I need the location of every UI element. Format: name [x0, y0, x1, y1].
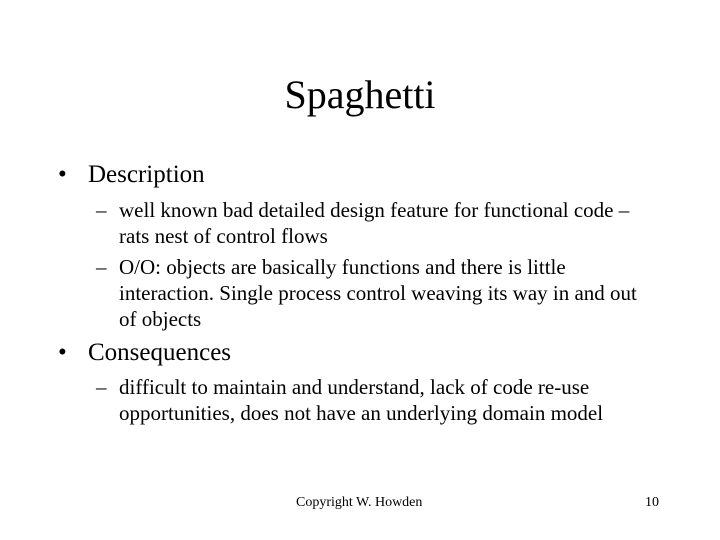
- bullet-heading: Consequences: [88, 339, 232, 366]
- bullet-description: [58, 160, 205, 190]
- sub-bullet: [96, 254, 656, 332]
- sub-bullet: [96, 374, 656, 426]
- bullet-heading: Description: [88, 161, 205, 188]
- slide-title: Spaghetti: [284, 72, 436, 117]
- sub-bullet-text: difficult to maintain and understand, lack of code re-use opportunities, does not have an underlying domain model: [119, 375, 604, 425]
- footer-page-number: 10: [645, 495, 659, 510]
- sub-bullet-text: O/O: objects are basically functions and there is little interaction. Single process control weaving its way in and out of objects: [119, 255, 637, 331]
- dash-marker: –: [96, 198, 107, 222]
- sub-bullet-text: well known bad detailed design feature for functional code – rats nest of control flows: [119, 198, 630, 248]
- bullet-dot: •: [58, 339, 67, 366]
- dash-marker: –: [96, 375, 107, 399]
- dash-marker: –: [96, 255, 107, 279]
- bullet-dot: •: [58, 161, 67, 188]
- sub-bullet: [96, 197, 656, 249]
- bullet-consequences: [58, 338, 231, 368]
- footer-copyright: Copyright W. Howden: [296, 495, 423, 510]
